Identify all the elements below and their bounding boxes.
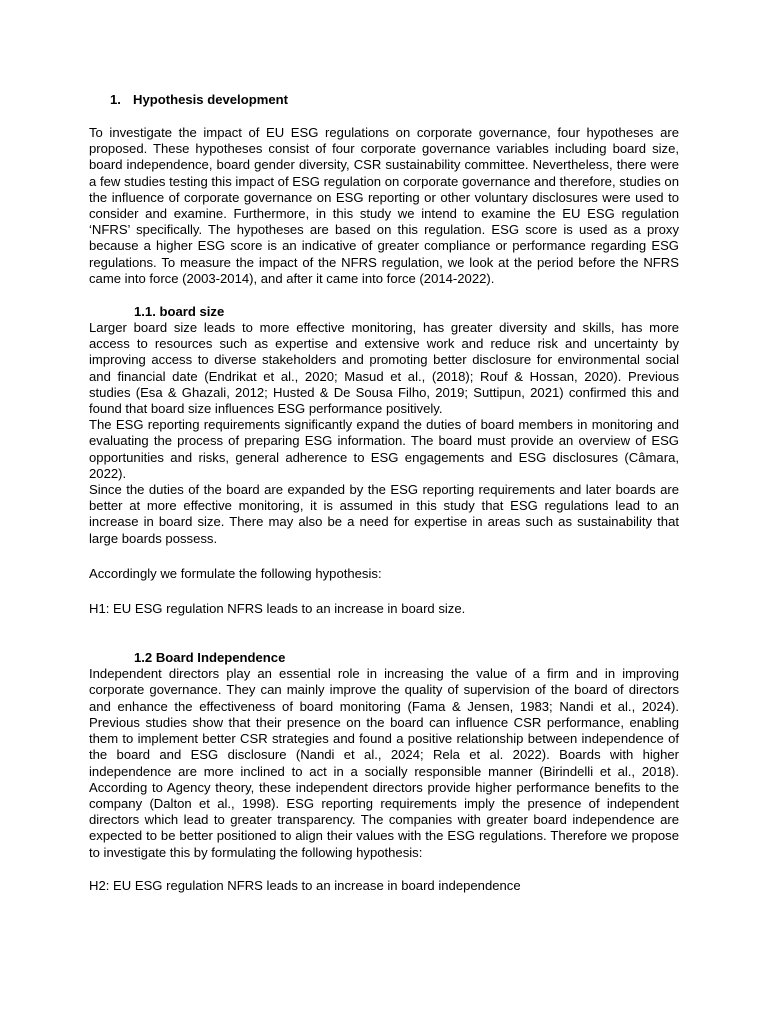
board-size-paragraph-2: The ESG reporting requirements significantly expand the duties of board members in monitoring and evaluating the process of preparing ESG information. The board must provide an overview of ESG opportunities and risks, general adherence to ESG engagements and ESG disclosures (Câmara, 2022). bbox=[89, 417, 679, 481]
section-number: 1. bbox=[110, 92, 121, 107]
section-title: Hypothesis development bbox=[133, 92, 288, 107]
board-size-paragraph-3: Since the duties of the board are expanded by the ESG reporting requirements and later boards are better at more effective monitoring, it is assumed in this study that ESG regulations lead to an increase in board size. There may also be a need for expertise in areas such as sustainability that large boards possess. bbox=[89, 482, 679, 546]
hypothesis-lead-text: Accordingly we formulate the following hypothesis: bbox=[89, 565, 382, 581]
hypothesis-h1: H1: EU ESG regulation NFRS leads to an increase in board size. bbox=[89, 601, 466, 617]
section-heading bbox=[110, 92, 679, 108]
board-independence-paragraph: Independent directors play an essential role in increasing the value of a firm and in improving corporate governance. They can mainly improve the quality of supervision of the board of directors and enhance the effectiveness of board monitoring (Fama & Jensen, 1983; Nandi et al., 2024). Previous studies show that their presence on the board can influence CSR performance, enabling them to implement better CSR strategies and found a positive relationship between independence of the board and ESG disclosure (Nandi et al., 2024; Rela et al. 2022). Boards with higher independence are more inclined to act in a socially responsible manner (Birindelli et al., 2018). According to Agency theory, these independent directors provide higher performance benefits to the company (Dalton et al., 1998). ESG reporting requirements imply the presence of independent directors which lead to greater transparency. The companies with greater board independence are expected to be better positioned to align their values with the ESG regulations. Therefore we propose to investigate this by formulating the following hypothesis: bbox=[89, 666, 679, 860]
subsection-heading-board-independence: 1.2 Board Independence bbox=[134, 650, 286, 666]
intro-paragraph: To investigate the impact of EU ESG regulations on corporate governance, four hypotheses are proposed. These hypotheses consist of four corporate governance variables including board size, board independence, board gender diversity, CSR sustainability committee. Nevertheless, there were a few studies testing this impact of ESG regulation on corporate governance and therefore, studies on the influence of corporate governance on ESG reporting or other voluntary disclosures were used to consider and examine. Furthermore, in this study we intend to examine the EU ESG regulation ‘NFRS’ specifically. The hypotheses are based on this regulation. ESG score is used as a proxy because a higher ESG score is an indicative of greater compliance or performance regarding ESG regulations. To measure the impact of the NFRS regulation, we look at the period before the NFRS came into force (2003-2014), and after it came into force (2014-2022). bbox=[89, 125, 679, 286]
hypothesis-h2: H2: EU ESG regulation NFRS leads to an increase in board independence bbox=[89, 877, 521, 893]
document-page bbox=[89, 92, 679, 894]
board-size-paragraph-1: Larger board size leads to more effective monitoring, has greater diversity and skills, has more access to resources such as expertise and extensive work and reduce risk and uncertainty by improving access to diverse stakeholders and promoting better disclosure for environmental social and financial date (Endrikat et al., 2020; Masud et al., (2018); Rouf & Hossan, 2020). Previous studies (Esa & Ghazali, 2012; Husted & De Sousa Filho, 2019; Suttipun, 2021) confirmed this and found that board size influences ESG performance positively. bbox=[89, 320, 679, 417]
subsection-heading-board-size: 1.1. board size bbox=[134, 304, 225, 320]
